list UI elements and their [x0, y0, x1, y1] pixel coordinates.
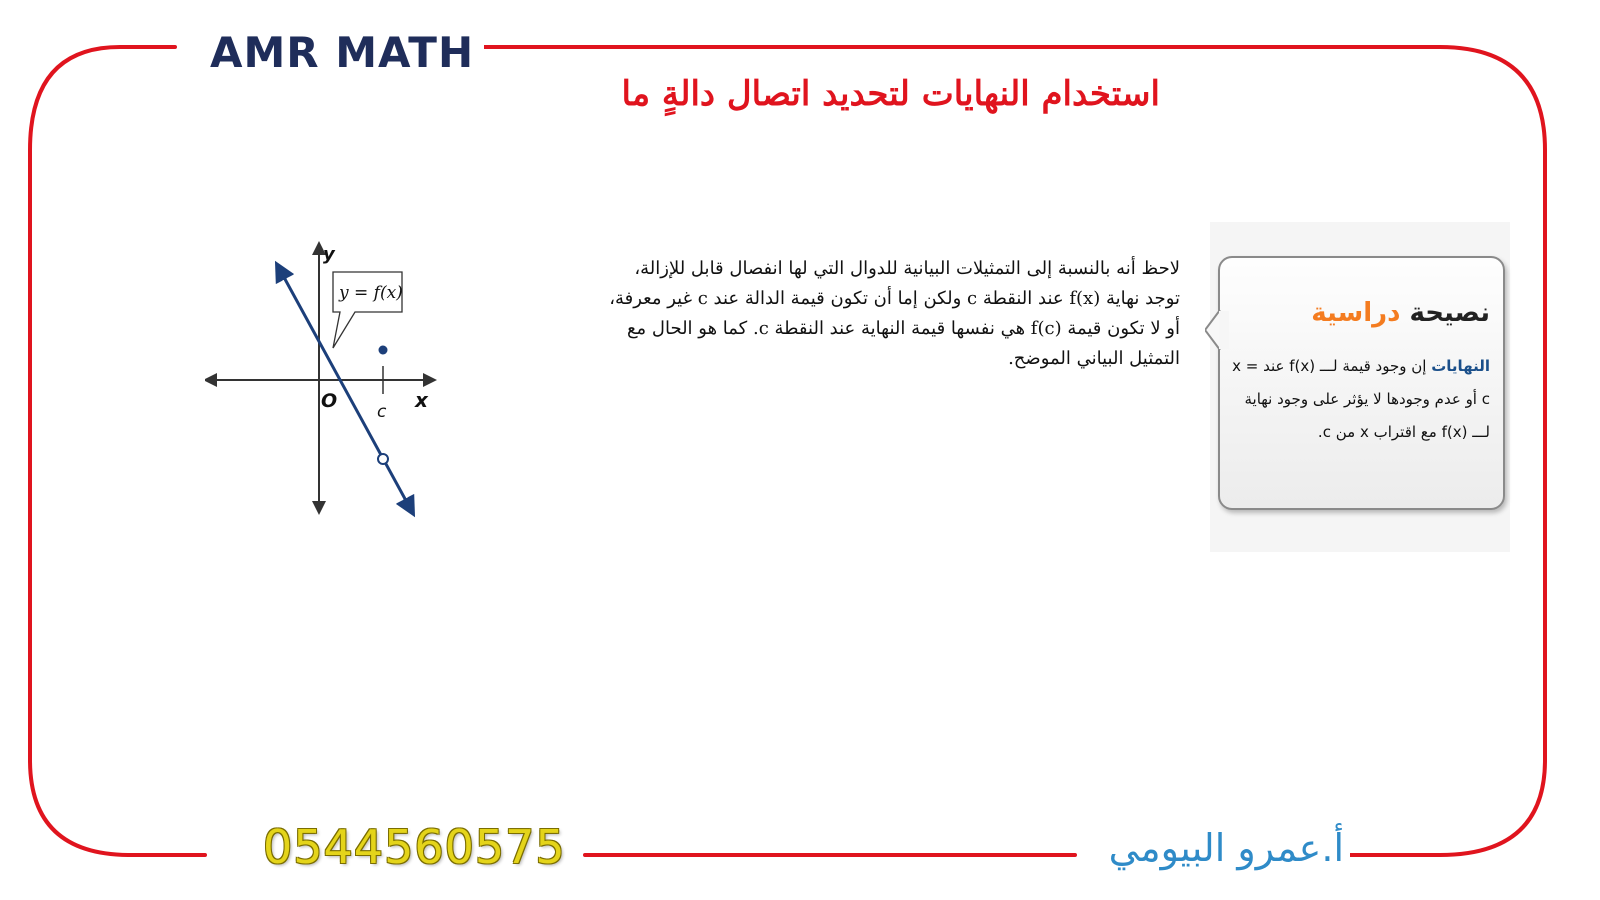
x-axis-label: x — [415, 388, 428, 412]
study-tip-heading-word2: دراسية — [1311, 298, 1401, 328]
study-tip-heading — [1232, 298, 1490, 328]
y-axis-label: y — [323, 244, 335, 265]
paragraph-line: لاحظ أنه بالنسبة إلى التمثيلات البيانية للدوال التي لها انفصال قابل للإزالة، — [634, 258, 1180, 279]
explanation-paragraph — [540, 254, 1180, 374]
page-title: استخدام النهايات لتحديد اتصال دالةٍ ما — [621, 74, 1160, 114]
phone-number: 0544560575 — [255, 820, 574, 874]
origin-label: O — [321, 390, 338, 412]
tip-pointer — [1205, 310, 1229, 350]
study-tip-keyword: النهايات — [1431, 357, 1490, 375]
function-label: y = f(x) — [339, 283, 403, 303]
paragraph-line: التمثيل البياني الموضح. — [1008, 348, 1180, 369]
filled-point — [379, 346, 388, 355]
c-label: c — [377, 402, 387, 422]
author-name: أ.عمرو البيومي — [1078, 826, 1350, 870]
study-tip-text: إن وجود قيمة لـــ f(x) عند x = c أو عدم وجودها لا يؤثر على وجود نهاية لـــ f(x) مع اقتراب x من c. — [1232, 357, 1490, 441]
brand-logo: AMR MATH — [200, 28, 484, 77]
open-point — [378, 454, 388, 464]
study-tip-body — [1232, 350, 1490, 449]
study-tip-heading-word1: نصيحة — [1409, 298, 1490, 328]
paragraph-line: توجد نهاية f(x) عند النقطة c ولكن إما أن تكون قيمة الدالة عند c غير معرفة، — [609, 288, 1180, 309]
function-graph — [205, 240, 445, 530]
paragraph-line: أو لا تكون قيمة f(c) هي نفسها قيمة النهاية عند النقطة c. كما هو الحال مع — [626, 318, 1180, 339]
